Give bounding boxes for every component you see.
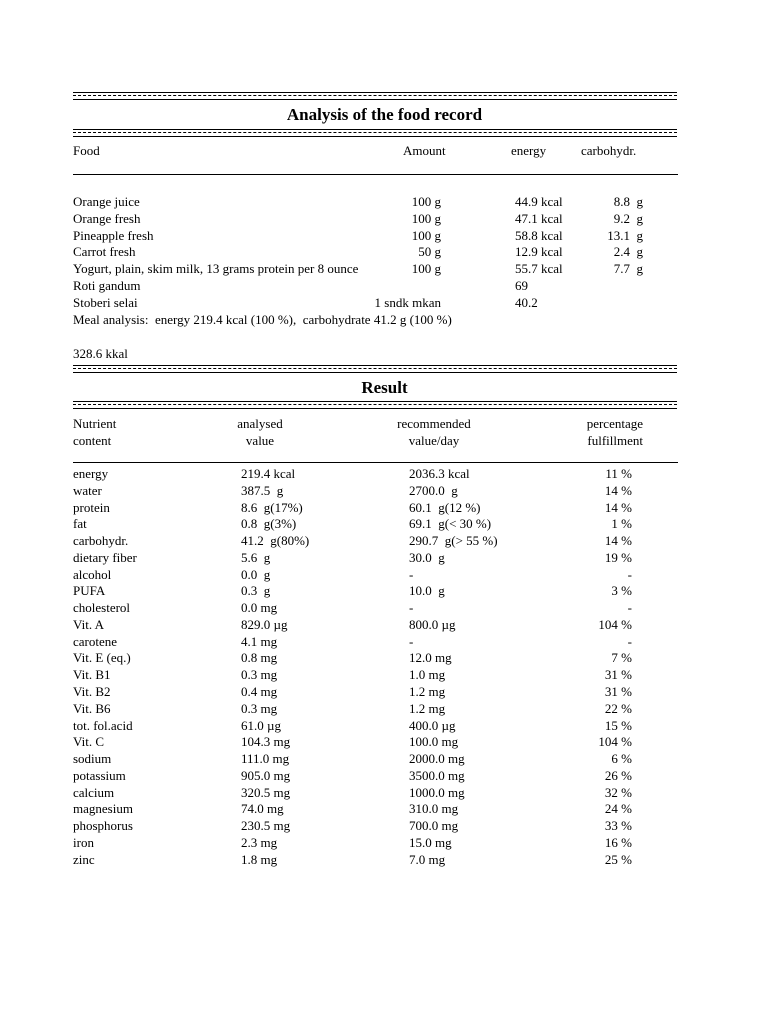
analysed-value: 0.0 mg [241,600,278,615]
food-carbohydr: 8.8 g [613,194,643,209]
food-energy: 55.7 kcal [515,261,563,276]
percentage-fulfillment: 32 % [604,785,632,800]
double-rule [73,401,677,409]
nutrient-name: Vit. B2 [73,684,111,699]
analysed-value: 4.1 mg [241,634,278,649]
percentage-fulfillment: - [627,567,632,582]
nutrient-name: cholesterol [73,600,131,615]
meal-analysis: Meal analysis: energy 219.4 kcal (100 %), carbohydrate 41.2 g (100 %) [73,312,452,327]
recommended-value: 800.0 µg [409,617,456,632]
food-name: Pineapple fresh [73,228,154,243]
double-rule [73,365,677,373]
header-rule [73,174,678,175]
recommended-value: 1.0 mg [409,667,446,682]
percentage-fulfillment: 14 % [604,483,632,498]
recommended-value: 7.0 mg [409,852,446,867]
nutrient-name: phosphorus [73,818,133,833]
nutrient-name: carotene [73,634,118,649]
nutrient-name: PUFA [73,583,106,598]
nutrient-name: water [73,483,102,498]
percentage-fulfillment: 16 % [604,835,632,850]
food-energy: 58.8 kcal [515,228,563,243]
analysed-value: 0.8 mg [241,650,278,665]
recommended-value: 1.2 mg [409,684,446,699]
nutrient-name: Vit. B6 [73,701,111,716]
analysed-value: 320.5 mg [241,785,291,800]
food-amount: 1 sndk mkan [374,295,441,310]
nutrient-name: magnesium [73,801,133,816]
food-name: Orange juice [73,194,140,209]
food-energy: 40.2 [515,295,538,310]
food-name: Carrot fresh [73,244,136,259]
result-title: Result [361,378,408,397]
recommended-value: 310.0 mg [409,801,459,816]
percentage-fulfillment: 25 % [604,852,632,867]
recommended-value: 1000.0 mg [409,785,465,800]
percentage-fulfillment: 3 % [611,583,632,598]
analysed-value: 905.0 mg [241,768,291,783]
total-energy: 328.6 kkal [73,346,128,361]
analysed-value: 2.3 mg [241,835,278,850]
percentage-fulfillment: 22 % [604,701,632,716]
nutrient-name: dietary fiber [73,550,137,565]
header-analysed: analysed [237,416,283,431]
header-energy: energy [511,143,547,158]
nutrient-name: protein [73,500,110,515]
nutrient-name: alcohol [73,567,112,582]
food-energy: 47.1 kcal [515,211,563,226]
food-amount: 50 g [418,244,441,259]
percentage-fulfillment: 19 % [604,550,632,565]
header-rule [73,462,678,463]
food-carbohydr: 13.1 g [607,228,643,243]
recommended-value: 10.0 g [409,583,445,598]
food-name: Roti gandum [73,278,141,293]
recommended-value: 2000.0 mg [409,751,465,766]
analysed-value: 829.0 µg [241,617,288,632]
nutrient-name: tot. fol.acid [73,718,133,733]
recommended-value: 290.7 g(> 55 %) [409,533,498,548]
header-value: value [245,433,275,448]
percentage-fulfillment: 33 % [604,818,632,833]
double-rule [73,129,677,137]
food-name: Yogurt, plain, skim milk, 13 grams protein per 8 ounce [73,261,359,276]
recommended-value: 400.0 µg [409,718,456,733]
percentage-fulfillment: 104 % [598,734,632,749]
nutrient-name: energy [73,466,109,481]
recommended-value: 12.0 mg [409,650,452,665]
nutrient-name: Vit. C [73,734,105,749]
header-food: Food [73,143,100,158]
food-energy: 44.9 kcal [515,194,563,209]
percentage-fulfillment: 26 % [604,768,632,783]
food-amount: 100 g [411,211,441,226]
analysed-value: 8.6 g(17%) [241,500,303,515]
recommended-value: 15.0 mg [409,835,452,850]
food-carbohydr: 7.7 g [613,261,643,276]
food-carbohydr: 2.4 g [613,244,643,259]
nutrient-name: calcium [73,785,115,800]
analysed-value: 74.0 mg [241,801,284,816]
nutrient-name: carbohydr. [73,533,129,548]
analysed-value: 0.3 mg [241,667,278,682]
food-amount: 100 g [411,261,441,276]
header-percentage: percentage [586,416,643,431]
percentage-fulfillment: 24 % [604,801,632,816]
recommended-value: - [409,600,414,615]
analysed-value: 0.3 mg [241,701,278,716]
nutrient-name: iron [73,835,94,850]
recommended-value: 1.2 mg [409,701,446,716]
food-energy: 69 [515,278,528,293]
analysed-value: 0.0 g [241,567,271,582]
nutrient-name: sodium [73,751,112,766]
analysed-value: 41.2 g(80%) [241,533,310,548]
analysed-value: 0.8 g(3%) [241,516,297,531]
percentage-fulfillment: 31 % [604,667,632,682]
header-nutrient: Nutrient [73,416,117,431]
food-energy: 12.9 kcal [515,244,563,259]
analysed-value: 1.8 mg [241,852,278,867]
recommended-value: - [409,567,414,582]
header-content: content [73,433,112,448]
recommended-value: 2036.3 kcal [409,466,470,481]
food-name: Orange fresh [73,211,141,226]
percentage-fulfillment: 14 % [604,500,632,515]
percentage-fulfillment: 1 % [611,516,632,531]
analysed-value: 0.3 g [241,583,271,598]
nutrient-name: fat [73,516,87,531]
analysed-value: 111.0 mg [241,751,290,766]
percentage-fulfillment: 14 % [604,533,632,548]
double-rule [73,92,677,100]
header-amount: Amount [403,143,446,158]
food-name: Stoberi selai [73,295,138,310]
recommended-value: 69.1 g(< 30 %) [409,516,492,531]
food-carbohydr: 9.2 g [613,211,643,226]
recommended-value: 3500.0 mg [409,768,465,783]
recommended-value: 2700.0 g [409,483,458,498]
percentage-fulfillment: 7 % [611,650,632,665]
percentage-fulfillment: - [627,634,632,649]
percentage-fulfillment: 31 % [604,684,632,699]
analysed-value: 0.4 mg [241,684,278,699]
analysed-value: 230.5 mg [241,818,291,833]
recommended-value: - [409,634,414,649]
nutrient-name: Vit. B1 [73,667,111,682]
percentage-fulfillment: 11 % [605,466,632,481]
recommended-value: 60.1 g(12 %) [409,500,481,515]
analysed-value: 219.4 kcal [241,466,296,481]
header-carbohydr: carbohydr. [581,143,637,158]
header-fulfillment: fulfillment [587,433,643,448]
nutrient-name: Vit. E (eq.) [73,650,131,665]
percentage-fulfillment: - [627,600,632,615]
recommended-value: 100.0 mg [409,734,459,749]
food-amount: 100 g [411,228,441,243]
food-amount: 100 g [411,194,441,209]
recommended-value: 30.0 g [409,550,445,565]
food-record-title: Analysis of the food record [286,105,483,124]
header-value-per-day: value/day [408,433,460,448]
percentage-fulfillment: 6 % [611,751,632,766]
analysed-value: 5.6 g [241,550,271,565]
nutrient-name: Vit. A [73,617,105,632]
analysed-value: 61.0 µg [241,718,281,733]
header-recommended: recommended [397,416,471,431]
recommended-value: 700.0 mg [409,818,459,833]
percentage-fulfillment: 104 % [598,617,632,632]
analysed-value: 387.5 g [241,483,284,498]
percentage-fulfillment: 15 % [604,718,632,733]
nutrient-name: potassium [73,768,126,783]
nutrient-name: zinc [73,852,95,867]
analysed-value: 104.3 mg [241,734,291,749]
